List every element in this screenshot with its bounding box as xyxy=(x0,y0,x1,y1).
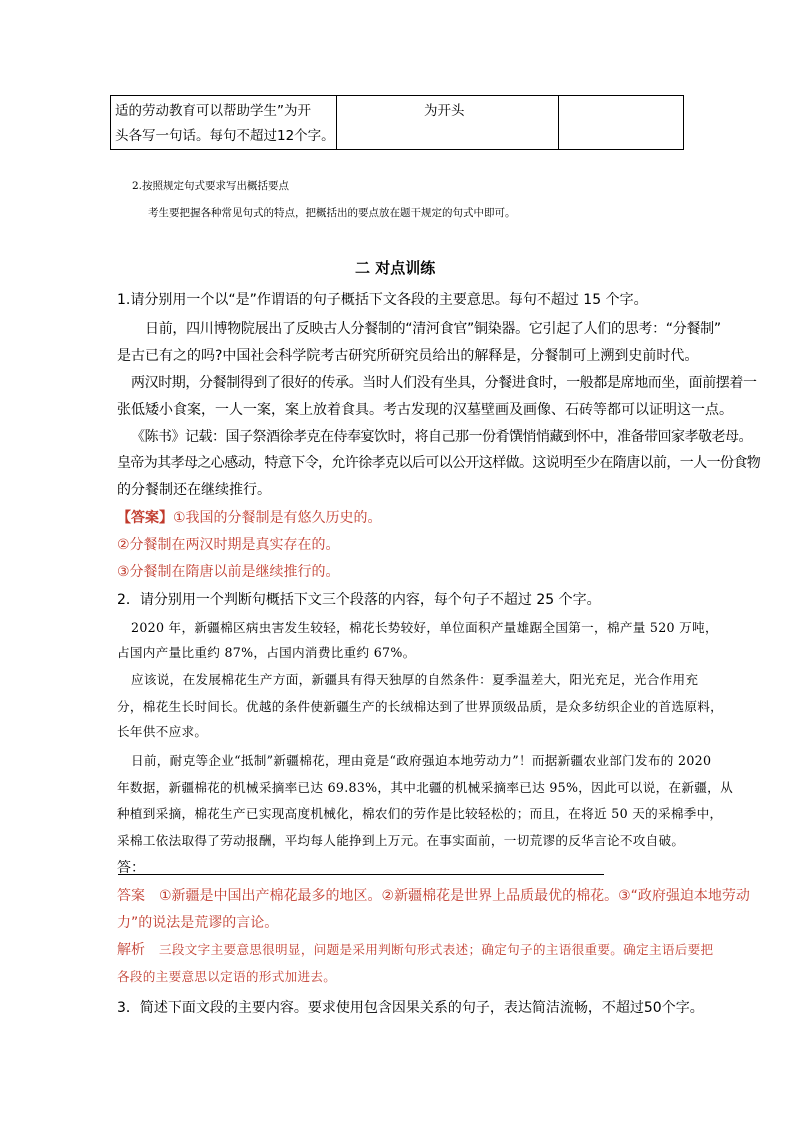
answer-label: 【答案】 xyxy=(117,510,173,526)
question-1-prompt: 1.请分别用一个以“是”作谓语的句子概括下文各段的主要意思。每句不超过 15 个字。 xyxy=(117,292,648,308)
passage-line: 2020 年，新疆棉区病虫害发生较轻，棉花长势较好，单位面积产量雄踞全国第一，棉产量 520 万吨， xyxy=(131,620,718,635)
table-divider xyxy=(558,96,559,149)
passage-line: 的分餐制还在继续推行。 xyxy=(117,482,271,498)
passage-line: 占国内产量比重约 87%，占国内消费比重约 67%。 xyxy=(117,645,416,660)
passage-line: 种植到采摘，棉花生产已实现高度机械化，棉农们的劳作是比较轻松的；而且，在将近 50 天的采棉季中， xyxy=(117,806,723,821)
passage-line: 张低矮小食案，一人一案，案上放着食具。考古发现的汉墓壁画及画像、石砖等都可以证明这一点。 xyxy=(117,402,733,418)
answer-text: ②分餐制在两汉时期是真实存在的。 xyxy=(117,537,340,553)
table-divider xyxy=(336,96,337,149)
answer-text: ①新疆是中国出产棉花最多的地区。②新疆棉花是世界上品质最优的棉花。③“政府强迫本地劳动 xyxy=(159,888,750,904)
passage-line: 采棉工依法取得了劳动报酬，平均每人能挣到上万元。在事实面前，一切荒谬的反华言论不攻自破。 xyxy=(117,833,685,848)
method-heading: 2.按照规定句式要求写出概括要点 xyxy=(132,180,290,192)
method-text: 考生要把握各种常见句式的特点，把概括出的要点放在题干规定的句式中即可。 xyxy=(148,207,516,219)
analysis-line xyxy=(117,939,713,959)
passage-line: 分，棉花生长时间长。优越的条件使新疆生产的长绒棉达到了世界顶级品质，是众多纺织企业的首选原料， xyxy=(117,699,724,714)
question-2-prompt: 2．请分别用一个判断句概括下文三个段落的内容，每个句子不超过 25 个字。 xyxy=(117,592,601,608)
question-3-prompt: 3．简述下面文段的主要内容。要求使用包含因果关系的句子，表达简洁流畅，不超过50个字。 xyxy=(117,1000,704,1016)
analysis-label: 解析 xyxy=(117,942,145,958)
question-table xyxy=(110,95,684,150)
passage-line: 应该说，在发展棉花生产方面，新疆具有得天独厚的自然条件：夏季温差大，阳光充足，光合作用充 xyxy=(131,672,699,687)
passage-line: 长年供不应求。 xyxy=(117,724,208,739)
passage-line: 两汉时期，分餐制得到了很好的传承。当时人们没有坐具，分餐进食时，一般都是席地而坐，面前摆着一 xyxy=(131,375,757,391)
analysis-text: 三段文字主要意思很明显，问题是采用判断句形式表述；确定句子的主语很重要。确定主语后要把 xyxy=(159,942,714,957)
answer-prefix: 答： xyxy=(117,860,145,876)
passage-line: 《陈书》记载：国子祭酒徐孝克在侍奉宴饮时，将自己那一份肴馔悄悄藏到怀中，准备带回家孝敬老母。 xyxy=(131,429,752,445)
table-cell-text: 头各写一句话。每句不超过12个字。 xyxy=(115,128,335,144)
answer-label: 答案 xyxy=(117,888,145,904)
passage-line: 是古已有之的吗?中国社会科学院考古研究所研究员给出的解释是，分餐制可上溯到史前时代。 xyxy=(117,348,699,364)
analysis-text: 各段的主要意思以定语的形式加进去。 xyxy=(117,969,337,984)
passage-line: 皇帝为其孝母之心感动，特意下令，允许徐孝克以后可以公开这样做。这说明至少在隋唐以前，一人一份食物 xyxy=(117,455,761,471)
passage-line: 年数据，新疆棉花的机械采摘率已达 69.83%，其中北疆的机械采摘率已达 95%，因此可以说，在新疆，从 xyxy=(117,780,733,795)
answer-text: ①我国的分餐制是有悠久历史的。 xyxy=(173,510,382,526)
answer-blank-line[interactable] xyxy=(118,874,604,875)
section-title: 二 对点训练 xyxy=(355,259,436,277)
table-cell-text: 适的劳动教育可以帮助学生”为开 xyxy=(115,103,311,119)
answer-line xyxy=(117,507,382,527)
passage-line: 日前，四川博物院展出了反映古人分餐制的“清河食官”铜染器。它引起了人们的思考：“分餐制” xyxy=(145,321,721,337)
answer-text: ③分餐制在隋唐以前是继续推行的。 xyxy=(117,564,340,580)
passage-line: 日前，耐克等企业“抵制”新疆棉花，理由竟是“政府强迫本地劳动力”！而据新疆农业部门发布的 2020 xyxy=(131,753,712,768)
answer-text: 力”的说法是荒谬的言论。 xyxy=(117,915,279,931)
answer-line xyxy=(117,885,750,905)
table-cell-text: 为开头 xyxy=(424,103,465,119)
